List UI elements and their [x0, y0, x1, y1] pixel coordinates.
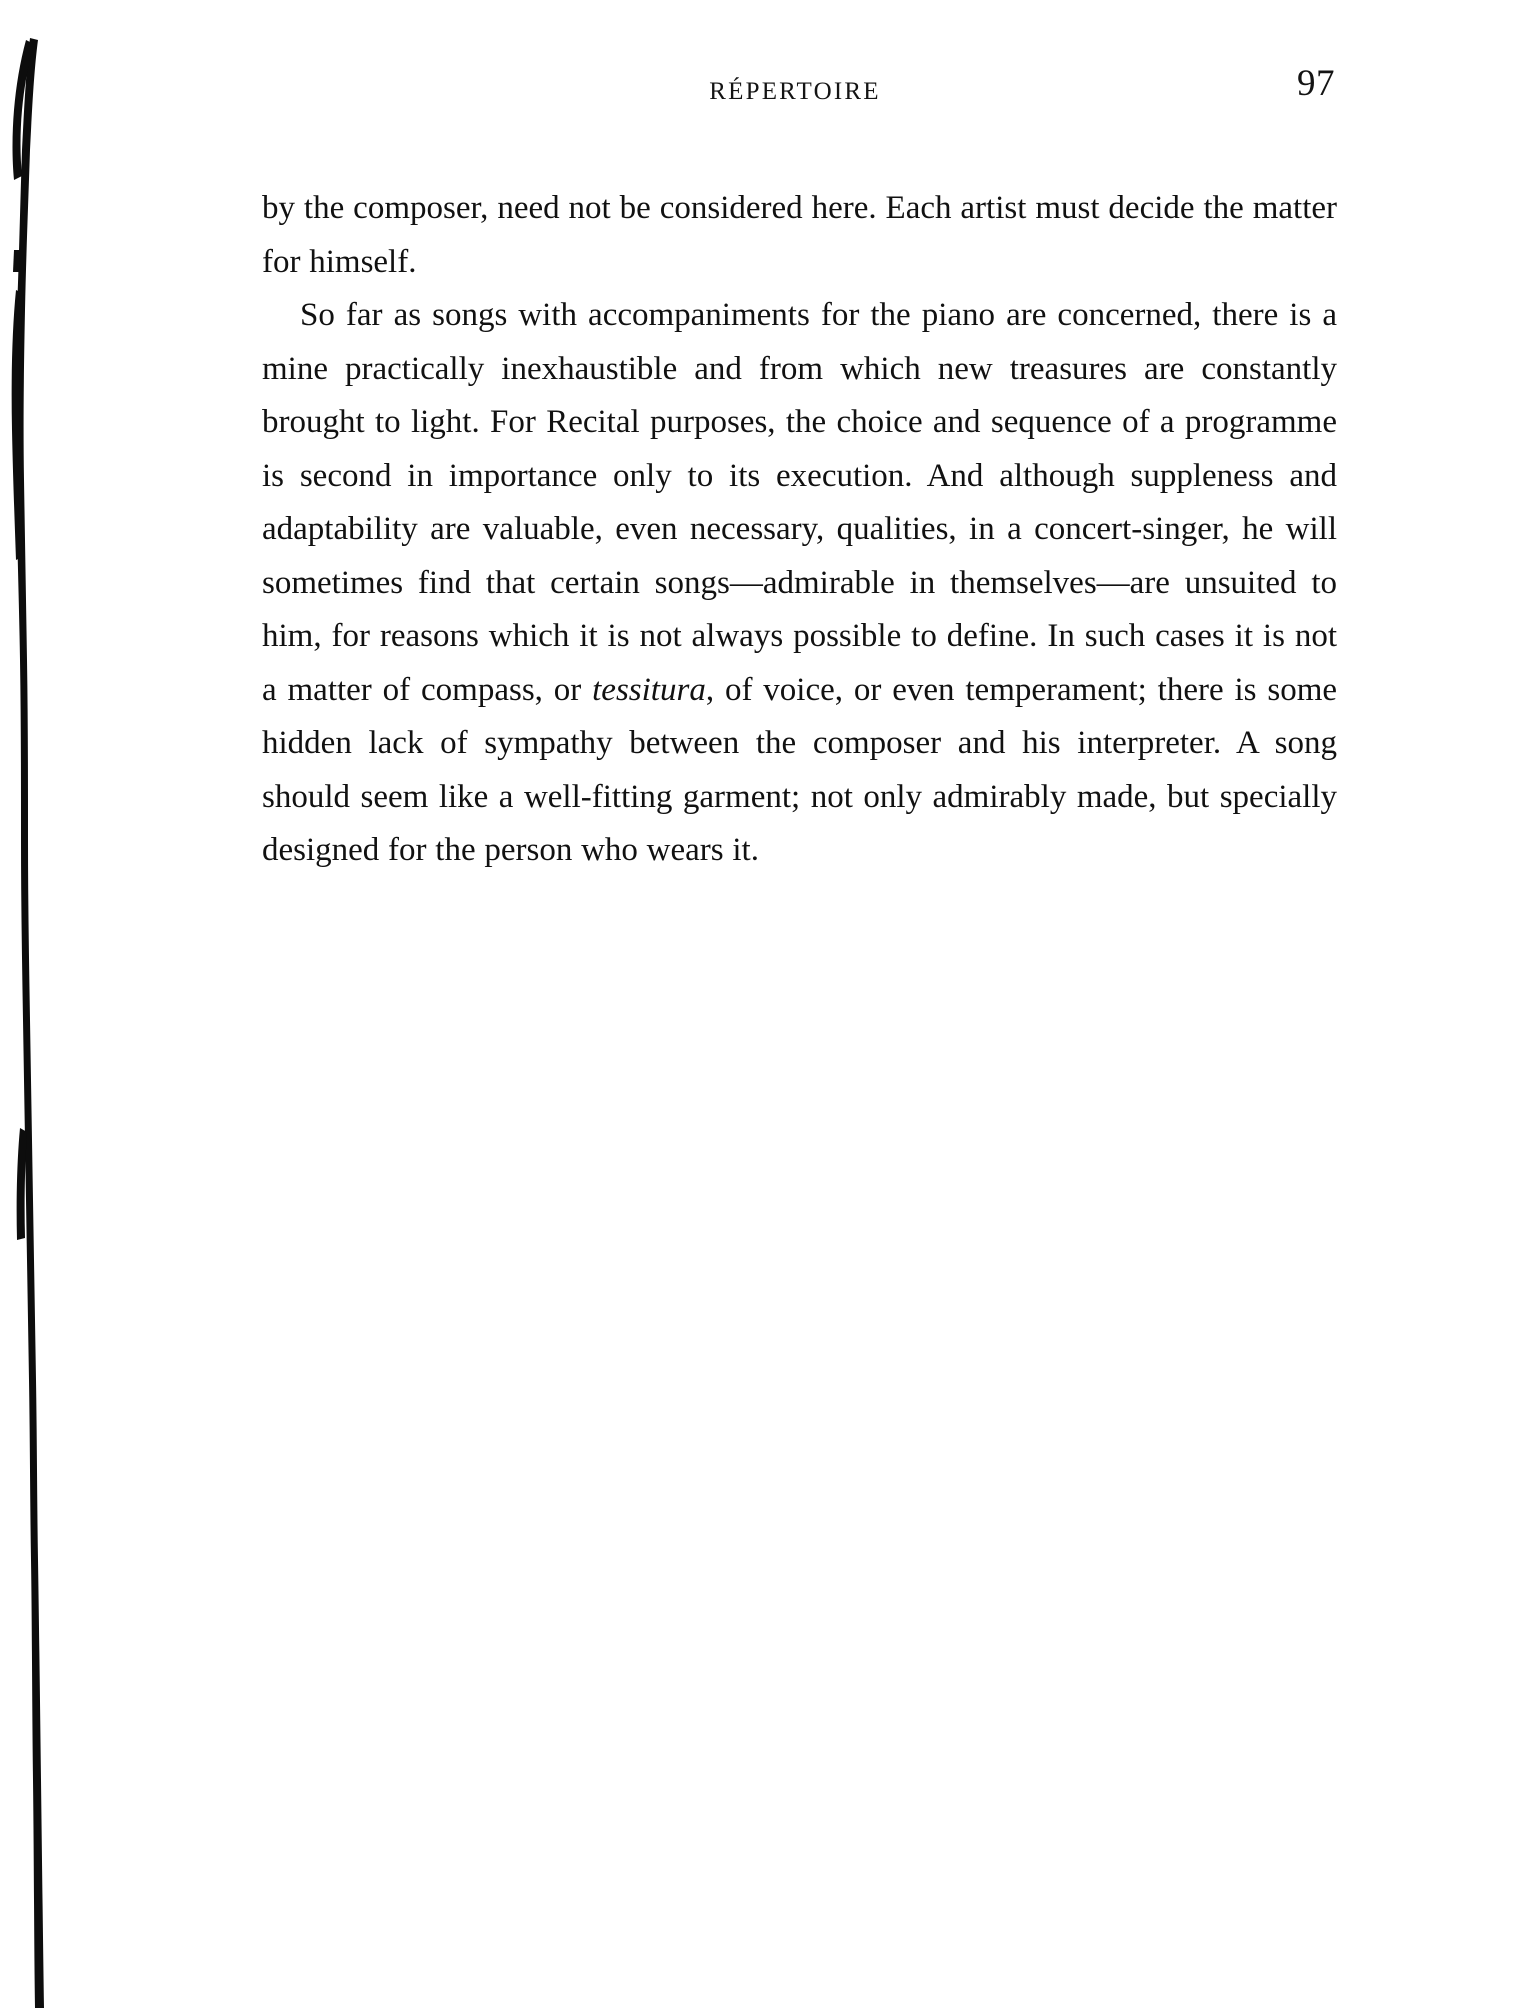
paragraph-2: [262, 289, 1337, 878]
paragraph-2-text-before-italic: So far as songs with accompaniments for the piano are concerned, there is a mine practically inexhaustible and from which new treasures are constantly brought to light. For Recital purposes, the choice and sequence of a programme is second in importance only to its execution. And although suppleness and adaptability are valuable, even necessary, qualities, in a concert-singer, he will sometimes find that certain songs—admirable in themselves—are unsuited to him, for reasons which it is not always possible to define. In such cases it is not a matter of compass, or: [262, 297, 1337, 708]
running-head-title: RÉPERTOIRE: [709, 78, 881, 105]
page-number: 97: [1297, 63, 1335, 104]
paragraph-2-text-after-italic: , of voice, or even temperament; there is some hidden lack of sympathy between the composer and his interpreter. A song should seem like a well-fitting garment; not only admirably made, but specially designed for the person who wears it.: [262, 671, 1338, 868]
italic-term-tessitura: tessitura: [592, 671, 706, 708]
binding-edge-artifact: [0, 0, 70, 2008]
running-head: [255, 63, 1335, 106]
paragraph-1: by the composer, need not be considered here. Each artist must decide the matter for himself.: [262, 190, 1337, 280]
body-text: [262, 182, 1337, 878]
